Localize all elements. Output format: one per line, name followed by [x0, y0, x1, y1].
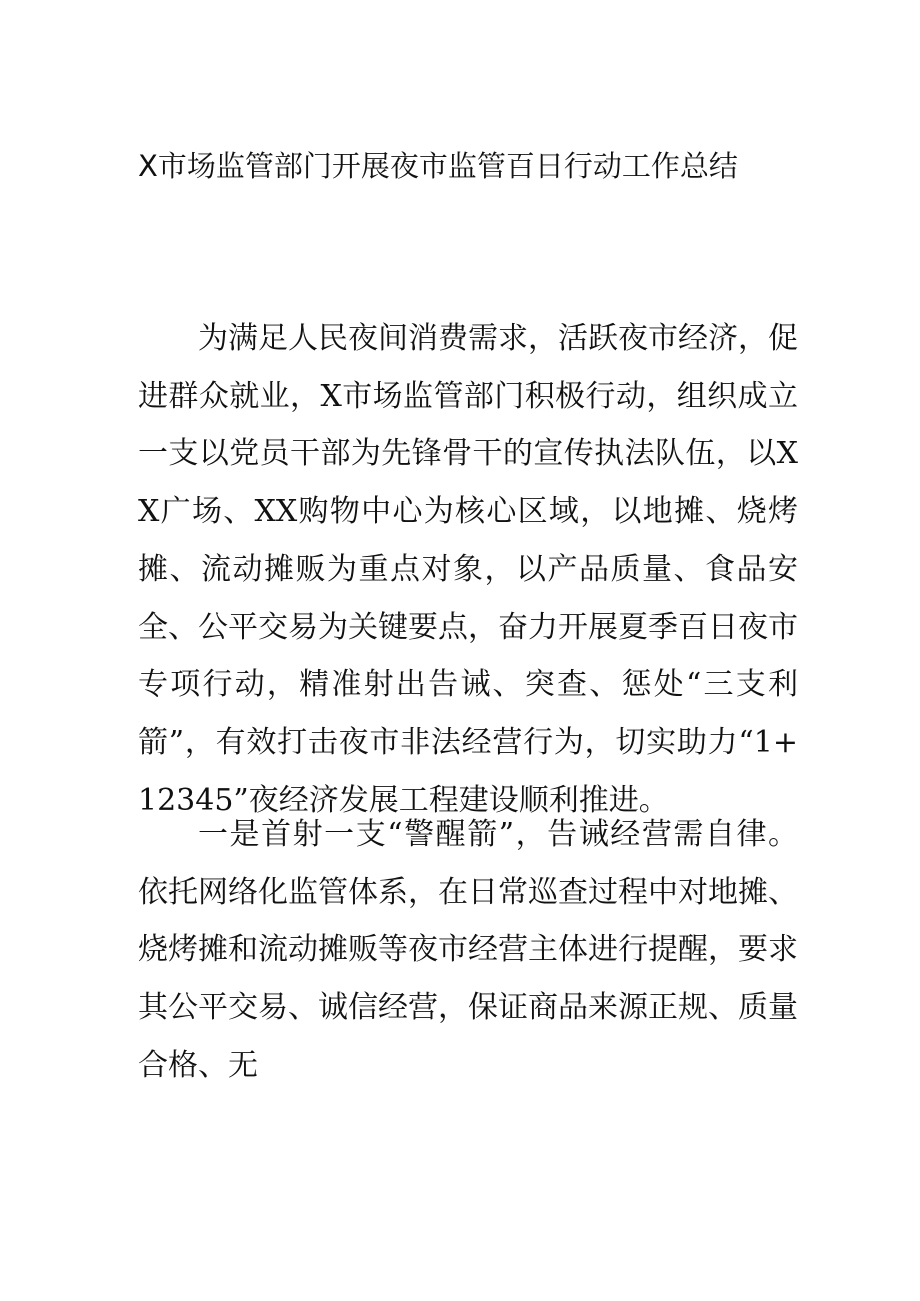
- paragraph-first-arrow: 一是首射一支“警醒箭”，告诫经营需自律。依托网络化监管体系，在日常巡查过程中对地摊、烧烤摊和流动摊贩等夜市经营主体进行提醒，要求其公平交易、诚信经营，保证商品来源正规、质量合格、无: [138, 817, 798, 1083]
- paragraph-intro: 为满足人民夜间消费需求，活跃夜市经济，促进群众就业，X市场监管部门积极行动，组织成立一支以党员干部为先锋骨干的宣传执法队伍，以XX广场、XX购物中心为核心区域，以地摊、烧烤摊、流动摊贩为重点对象，以产品质量、食品安全、公平交易为关键要点，奋力开展夏季百日夜市专项行动，精准射出告诫、突查、惩处“三支利箭”，有效打击夜市非法经营行为，切实助力“1+12345”夜经济发展工程建设顺利推进。: [138, 321, 798, 818]
- document-title: X市场监管部门开展夜市监管百日行动工作总结: [138, 149, 738, 183]
